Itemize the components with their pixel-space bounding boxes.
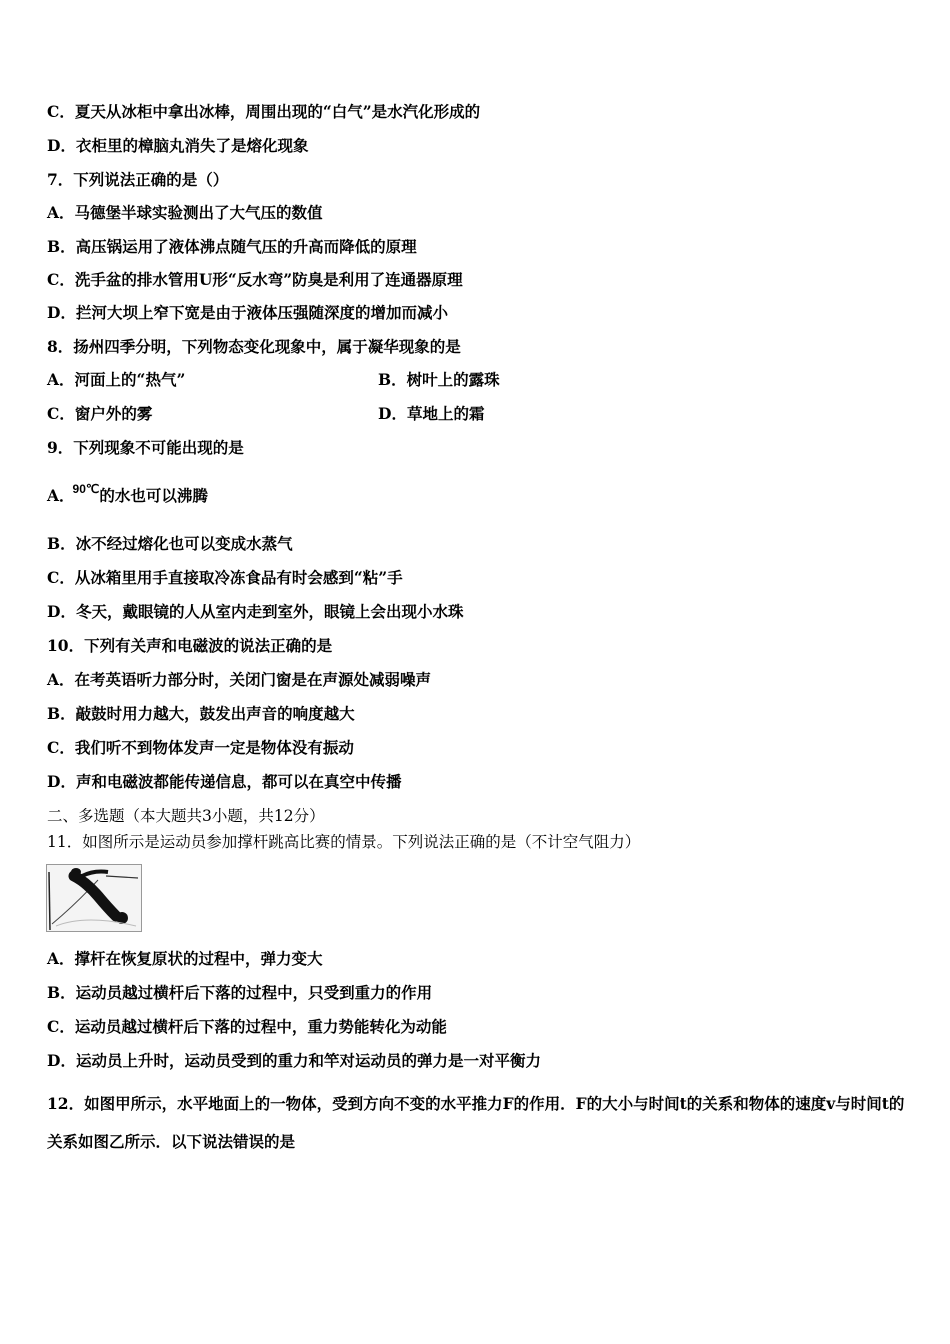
temperature-label: 90℃ — [72, 482, 100, 496]
q8-option-a: A．河面上的“热气” — [47, 370, 186, 389]
pole-vault-figure — [46, 864, 142, 932]
q6-option-c: C．夏天从冰柜中拿出冰棒，周围出现的“白气”是水汽化形成的 — [47, 102, 481, 121]
q8-option-d: D．草地上的霜 — [378, 404, 485, 423]
q9-option-a-label: A． — [47, 486, 75, 505]
q9-option-a — [47, 482, 208, 507]
q7-option-c: C．洗手盆的排水管用U形“反水弯”防臭是利用了连通器原理 — [47, 270, 463, 289]
q8-stem: 8．扬州四季分明，下列物态变化现象中，属于凝华现象的是 — [47, 337, 461, 356]
q11-option-b: B．运动员越过横杆后下落的过程中，只受到重力的作用 — [47, 983, 433, 1002]
q8-option-b: B．树叶上的露珠 — [378, 370, 500, 389]
q9-option-c: C．从冰箱里用手直接取冷冻食品有时会感到“粘”手 — [47, 568, 403, 587]
q7-option-b: B．高压锅运用了液体沸点随气压的升高而降低的原理 — [47, 237, 417, 256]
q9-option-b: B．冰不经过熔化也可以变成水蒸气 — [47, 534, 293, 553]
section-heading-multiple-choice: 二、多选题（本大题共3小题，共12分） — [47, 807, 325, 825]
q6-option-d: D．衣柜里的樟脑丸消失了是熔化现象 — [47, 136, 309, 155]
q11-option-d: D．运动员上升时，运动员受到的重力和竿对运动员的弹力是一对平衡力 — [47, 1051, 541, 1070]
q11-option-c: C．运动员越过横杆后下落的过程中，重力势能转化为动能 — [47, 1017, 447, 1036]
q11-option-a: A．撑杆在恢复原状的过程中，弹力变大 — [47, 949, 323, 968]
q10-option-c: C．我们听不到物体发声一定是物体没有振动 — [47, 738, 354, 757]
q9-option-d: D．冬天，戴眼镜的人从室内走到室外，眼镜上会出现小水珠 — [47, 602, 464, 621]
q12-stem: 12．如图甲所示，水平地面上的一物体，受到方向不变的水平推力F的作用．F的大小与时间t的关系和物体的速度v与时间t的关系如图乙所示．以下说法错误的是 — [47, 1094, 905, 1151]
q9-stem: 9．下列现象不可能出现的是 — [47, 438, 244, 457]
q7-stem: 7．下列说法正确的是（） — [47, 170, 229, 189]
q10-stem: 10．下列有关声和电磁波的说法正确的是 — [47, 636, 333, 655]
q7-option-d: D．拦河大坝上窄下宽是由于液体压强随深度的增加而减小 — [47, 303, 448, 322]
q8-option-c: C．窗户外的雾 — [47, 404, 153, 423]
q11-stem: 11．如图所示是运动员参加撑杆跳高比赛的情景。下列说法正确的是（不计空气阻力） — [47, 833, 641, 851]
q10-option-d: D．声和电磁波都能传递信息，都可以在真空中传播 — [47, 772, 402, 791]
q10-option-b: B．敲鼓时用力越大，鼓发出声音的响度越大 — [47, 704, 355, 723]
q7-option-a: A．马德堡半球实验测出了大气压的数值 — [47, 203, 323, 222]
q10-option-a: A．在考英语听力部分时，关闭门窗是在声源处减弱噪声 — [47, 670, 432, 689]
q9-option-a-text: 的水也可以沸腾 — [99, 486, 208, 505]
